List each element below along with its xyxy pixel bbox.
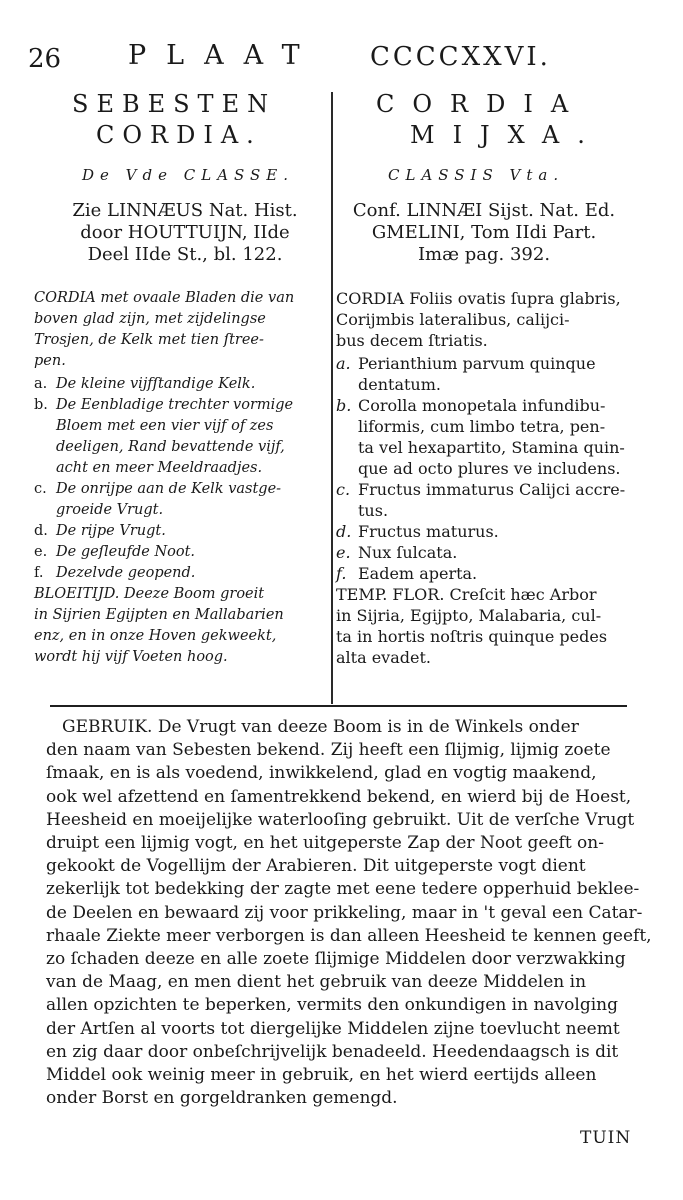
right-description — [336, 288, 632, 670]
usage-line: ook wel afzettend en ſamentrekkend bekend, en wierd bij de Hoest, — [46, 786, 632, 807]
description-entry — [34, 563, 328, 584]
line-text: acht en meer Meeldraadjes. — [56, 460, 263, 476]
description-line — [336, 521, 632, 542]
description-line — [336, 353, 632, 374]
left-description — [34, 288, 328, 670]
line-text: in Sijrien Egijpten en Mallabarien — [34, 607, 284, 623]
description-entry — [34, 479, 328, 521]
line-text: pen. — [34, 353, 66, 369]
description-entry — [34, 288, 328, 372]
plate-number: CCCCXXVI. — [370, 42, 551, 72]
description-line — [34, 309, 328, 330]
line-text: De geſleufde Noot. — [56, 544, 196, 560]
right-title-genus: CORDIA — [376, 90, 587, 118]
description-line — [336, 479, 632, 500]
right-reference — [334, 200, 634, 266]
description-line — [336, 395, 632, 416]
usage-line: zo ſchaden deeze en alle zoete ſlijmige Middelen door verzwakking — [46, 949, 626, 970]
description-entry — [336, 395, 632, 479]
left-class-heading: De Vde CLASSE. — [82, 166, 295, 184]
description-entry — [34, 395, 328, 479]
reference-line: Zie LINNÆUS Nat. Hist. — [72, 200, 298, 221]
usage-line: van de Maag, en men dient het gebruik van deeze Middelen in — [46, 972, 587, 993]
description-line — [34, 437, 328, 458]
line-text: que ad octo plures ve includens. — [358, 459, 621, 478]
entry-label: a. — [34, 376, 48, 392]
line-text: Corolla monopetala infundibu- — [358, 396, 606, 415]
description-entry — [336, 521, 632, 542]
entry-label: f. — [34, 565, 44, 581]
description-line — [336, 288, 632, 309]
usage-line: Middel ook weinig meer in gebruik, en het wierd eertijds alleen — [46, 1065, 597, 1086]
description-line — [336, 647, 632, 668]
description-line — [336, 605, 632, 626]
line-text: De kleine vijfſtandige Kelk. — [56, 376, 256, 392]
description-line — [34, 584, 328, 605]
line-text: in Sijria, Egijpto, Malabaria, cul- — [336, 606, 602, 625]
description-entry — [34, 374, 328, 395]
line-text: TEMP. FLOR. Creſcit hæc Arbor — [336, 585, 597, 604]
line-text: enz, en in onze Hoven gekweekt, — [34, 628, 277, 644]
entry-label: f. — [336, 564, 347, 583]
description-line — [336, 458, 632, 479]
entry-label: e. — [336, 543, 351, 562]
line-text: bus decem ſtriatis. — [336, 331, 488, 350]
usage-line: GEBRUIK. De Vrugt van deeze Boom is in de Winkels onder — [62, 717, 579, 737]
description-line — [336, 374, 632, 395]
line-text: Fructus immaturus Calijci accre- — [358, 480, 626, 499]
line-text: BLOEITIJD. Deeze Boom groeit — [34, 586, 265, 602]
entry-label: d. — [34, 523, 48, 539]
description-entry — [34, 521, 328, 542]
description-line — [336, 542, 632, 563]
description-line — [336, 626, 632, 647]
description-entry — [336, 584, 632, 668]
description-line — [34, 330, 328, 351]
entry-label: b. — [336, 396, 352, 415]
usage-line: der Artſen al voorts tot diergelijke Middelen zijne toevlucht neemt — [46, 1018, 620, 1039]
usage-line: gekookt de Vogellijm der Arabieren. Dit uitgeperste vogt dient — [46, 856, 586, 877]
page-number: 26 — [28, 44, 62, 74]
line-text: dentatum. — [358, 375, 441, 394]
right-title-species: MIJXA. — [410, 121, 603, 149]
reference-line: door HOUTTUIJN, IIde — [80, 222, 290, 243]
description-entry — [336, 542, 632, 563]
section-divider — [50, 705, 627, 707]
description-line — [34, 479, 328, 500]
line-text: CORDIA Foliis ovatis ſupra glabris, — [336, 289, 621, 308]
usage-line: de Deelen en bewaard zij voor prikkeling, maar in 't geval een Catar- — [46, 902, 643, 923]
usage-line: druipt een lijmig vogt, en het uitgeperste Zap der Noot geeft on- — [46, 833, 604, 854]
line-text: Dezelvde geopend. — [56, 565, 196, 581]
description-line — [34, 605, 328, 626]
catchword: TUIN — [580, 1128, 632, 1148]
line-text: Trosjen, de Kelk met tien ſtree- — [34, 332, 264, 348]
description-line — [336, 330, 632, 351]
line-text: Bloem met een vier vijf of zes — [56, 418, 274, 434]
description-line — [34, 563, 328, 584]
usage-line: rhaale Ziekte meer verborgen is dan alleen Heesheid te kennen geeft, — [46, 925, 652, 946]
left-title-genus: CORDIA. — [96, 121, 262, 149]
description-entry — [336, 353, 632, 395]
description-line — [34, 626, 328, 647]
usage-line: Heesheid en moeijelijke waterlooſing gebruikt. Uit de verſche Vrugt — [46, 809, 635, 830]
line-text: groeide Vrugt. — [56, 502, 164, 518]
description-entry — [34, 542, 328, 563]
line-text: Eadem aperta. — [358, 564, 478, 583]
usage-line: onder Borst en gorgeldranken gemengd. — [46, 1088, 398, 1109]
usage-line: allen opzichten te beperken, vermits den onkundigen in navolging — [46, 995, 618, 1016]
plate-label: PLAAT — [128, 40, 320, 71]
line-text: deeligen, Rand bevattende vijf, — [56, 439, 285, 455]
line-text: De Eenbladige trechter vormige — [56, 397, 294, 413]
entry-label: b. — [34, 397, 48, 413]
column-divider — [331, 92, 333, 704]
left-reference — [40, 200, 330, 266]
entry-label: d. — [336, 522, 352, 541]
line-text: tus. — [358, 501, 389, 520]
line-text: liformis, cum limbo tetra, pen- — [358, 417, 606, 436]
line-text: De onrijpe aan de Kelk vastge- — [56, 481, 282, 497]
description-line — [34, 395, 328, 416]
description-line — [336, 500, 632, 521]
line-text: CORDIA met ovaale Bladen die van — [34, 290, 295, 306]
description-entry — [336, 563, 632, 584]
description-entry — [336, 288, 632, 351]
reference-line: Imæ pag. 392. — [417, 244, 551, 265]
reference-line: Deel IIde St., bl. 122. — [87, 244, 283, 265]
line-text: alta evadet. — [336, 648, 431, 667]
line-text: De rijpe Vrugt. — [56, 523, 166, 539]
description-line — [336, 437, 632, 458]
usage-line: den naam van Sebesten bekend. Zij heeft een ſlijmig, lijmig zoete — [46, 740, 611, 761]
reference-line: Conf. LINNÆI Sijst. Nat. Ed. — [352, 200, 616, 221]
description-line — [336, 563, 632, 584]
description-entry — [34, 584, 328, 668]
reference-line: GMELINI, Tom IIdi Part. — [371, 222, 597, 243]
line-text: boven glad zijn, met zijdelingse — [34, 311, 266, 327]
left-title-dutch: SEBESTEN — [72, 90, 277, 118]
line-text: ta in hortis noſtris quinque pedes — [336, 627, 608, 646]
line-text: Corijmbis lateralibus, calijci- — [336, 310, 570, 329]
usage-line: zekerlijk tot bedekking der zagte met eene tedere opperhuid beklee- — [46, 879, 640, 900]
description-line — [34, 647, 328, 668]
description-line — [34, 458, 328, 479]
description-line — [34, 500, 328, 521]
description-line — [336, 584, 632, 605]
line-text: Fructus maturus. — [358, 522, 499, 541]
description-line — [34, 374, 328, 395]
line-text: ta vel hexapartito, Stamina quin- — [358, 438, 625, 457]
description-line — [34, 416, 328, 437]
line-text: Nux ſulcata. — [358, 543, 458, 562]
usage-paragraph — [46, 716, 652, 1110]
entry-label: e. — [34, 544, 48, 560]
description-line — [336, 416, 632, 437]
description-line — [336, 309, 632, 330]
description-line — [34, 351, 328, 372]
description-entry — [336, 479, 632, 521]
line-text: Perianthium parvum quinque — [358, 354, 596, 373]
entry-label: c. — [336, 480, 351, 499]
entry-label: a. — [336, 354, 351, 373]
description-line — [34, 521, 328, 542]
description-line — [34, 288, 328, 309]
usage-line: ſmaak, en is als voedend, inwikkelend, glad en vogtig maakend, — [46, 763, 597, 784]
description-line — [34, 542, 328, 563]
entry-label: c. — [34, 481, 47, 497]
line-text: wordt hij vijf Voeten hoog. — [34, 649, 228, 665]
usage-line: en zig daar door onbeſchrijvelijk benadeeld. Heedendaagsch is dit — [46, 1041, 619, 1062]
right-class-heading: CLASSIS Vta. — [388, 166, 565, 184]
